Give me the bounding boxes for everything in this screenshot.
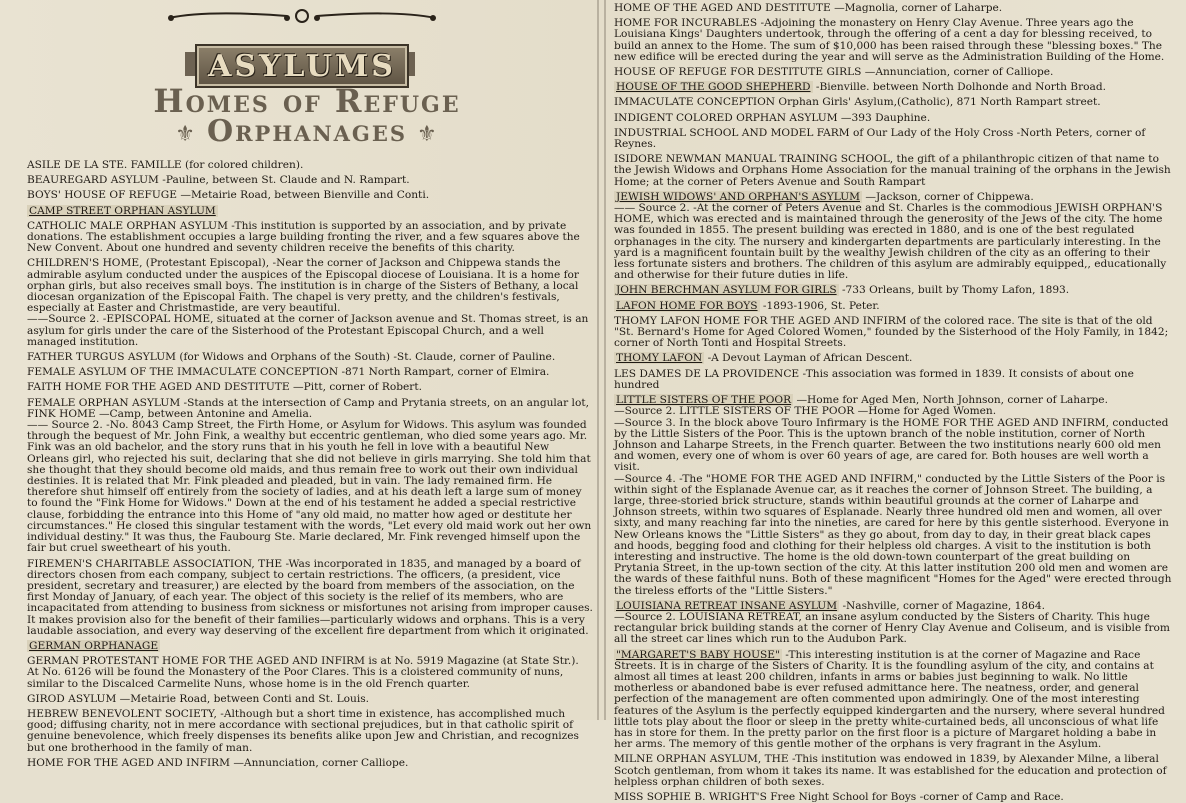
entry-heading-link[interactable]: HOUSE OF THE GOOD SHEPHERD bbox=[616, 81, 811, 94]
entry-heading-link[interactable]: LOUISIANA RETREAT INSANE ASYLUM bbox=[616, 599, 838, 612]
subtitle-homes-of-refuge: Homes of Refuge bbox=[153, 82, 461, 120]
entry-paragraph: CATHOLIC MALE ORPHAN ASYLUM -This institution is supported by an association, and by private donations. The establishment occupies a large building fronting the river, and a few squares above the New Convent. About one hundred and seventy children receive the benefits of this charity. bbox=[27, 219, 580, 255]
entry-heading-link[interactable]: GERMAN ORPHANAGE bbox=[29, 639, 159, 652]
right-entries bbox=[614, 0, 1172, 803]
column-divider bbox=[604, 0, 606, 720]
entry-heading-link[interactable]: LITTLE SISTERS OF THE POOR bbox=[616, 394, 792, 407]
entry-paragraph: BOYS' HOUSE OF REFUGE —Metairie Road, between Bienville and Conti. bbox=[27, 189, 430, 202]
left-column bbox=[27, 0, 593, 769]
entry-paragraph: FIREMEN'S CHARITABLE ASSOCIATION, THE -Was incorporated in 1835, and managed by a board of directors chosen from each company, subject to certain restrictions. The officers, (a president, vice president, secretary and treasurer,) are elected by the board from members of the association, on the first Monday of January, of each year. The object of this society is the relief of its members, who are incapacitated from attending to business from sickness or misfortunes not arising from improper causes. It makes provision also for the benefit of their families—particularly widows and orphans. This is a very laudable association, and every way deserving of the excellent fire department from which it originated. bbox=[27, 557, 593, 637]
entry-heading-link[interactable]: "MARGARET'S BABY HOUSE" bbox=[616, 648, 780, 661]
entry-paragraph: HOUSE OF REFUGE FOR DESTITUTE GIRLS —Annunciation, corner of Calliope. bbox=[614, 66, 1054, 79]
entry-heading-link[interactable]: JEWISH WIDOWS' AND ORPHAN'S ASYLUM bbox=[616, 190, 860, 203]
entry-heading-link[interactable]: THOMY LAFON bbox=[616, 352, 703, 365]
title-word: ASYLUMS bbox=[208, 48, 396, 84]
entry-paragraph: HOME OF THE AGED AND DESTITUTE —Magnolia, corner of Laharpe. bbox=[614, 2, 1003, 14]
entry-paragraph: ASILE DE LA STE. FAMILLE (for colored children). bbox=[27, 159, 304, 171]
subtitle-orphanages: Orphanages bbox=[206, 114, 408, 149]
entry-paragraph: HEBREW BENEVOLENT SOCIETY, -Although but a short time in existence, has accomplished much good; diffusing charity, not in mere accordance with sectional prejudices, but in that catholic spirit of genuine benevolence, which freely dispenses its benefits alike upon Jew and Christian, and recognizes but one brotherhood in the family of man. bbox=[27, 707, 579, 754]
subtitle-orphanages-row bbox=[27, 114, 587, 149]
entry-paragraph: GERMAN PROTESTANT HOME FOR THE AGED AND INFIRM is at No. 5919 Magazine (at State Str.). At No. 6126 will be found the Monastery of the Poor Clares. This is a cloistered community of nuns, similar to the Discalced Carmelite Nuns, whose home is in the old French quarter. bbox=[27, 655, 579, 690]
entry-paragraph: LOUISIANA RETREAT INSANE ASYLUM -Nashville, corner of Magazine, 1864. —Source 2. LOUISIANA RETREAT, an insane asylum conducted by the Sisters of Charity. This huge rectangular brick building stands at the corner of Henry Clay Avenue and Coliseum, and is visible from all the street car lines which run to the Audubon Park. bbox=[614, 599, 1170, 646]
column-divider bbox=[597, 0, 599, 720]
entry-heading-link[interactable]: CAMP STREET ORPHAN ASYLUM bbox=[29, 204, 216, 217]
entry-paragraph: FEMALE ORPHAN ASYLUM -Stands at the intersection of Camp and Prytania streets, on an angular lot, FINK HOME —Camp, between Antonine and Amelia. —— Source 2. -No. 8043 Camp Street, the Firth Home, or Asylum for Widows. This asylum was founded through the bequest of Mr. John Fink, a wealthy but eccentric gentleman, who died some years ago. Mr. Fink was an old bachelor, and the story runs that in his youth he fell in love with a beautiful New Orleans girl, who rejected his suit, declaring that she did not believe in girls marrying. She told him that she thought that they should become old maids, and thus remain free to work out their own individual destinies. It is related that Mr. Fink pleaded and pleaded, but in vain. The lady remained firm. He therefore shut himself off entirely from the society of ladies, and at his death left a large sum of money to found the "Fink Home for Widows." Down at the end of his testament he added a special restrictive clause, forbidding the entrance into this Home of "any old maid, no matter how aged or destitute her circumstances." He closed this singular testament with the words, "Let every old maid work out her own individual destiny." It was thus, the Faubourg Ste. Marie declared, Mr. Fink revenged himself upon the fair but cruel sweetheart of his youth. bbox=[27, 396, 592, 555]
page-header bbox=[27, 0, 593, 160]
entry-paragraph: JEWISH WIDOWS' AND ORPHAN'S ASYLUM —Jackson, corner of Chippewa. —— Source 2. -At the corner of Peters Avenue and St. Charles is the commodious JEWISH ORPHAN'S HOME, which was erected and is maintained through the generosity of the Jews of the city. The home was founded in 1855. The present building was erected in 1880, and is one of the best regulated orphanages in the city. The nursery and kindergarten departments are particularly interesting. In the yard is a magnificent fountain built by the wealthy Jewish children of the city as an offering to their less fortunate sisters and brothers. The children of this asylum are admirably equipped,, educationally and otherwise for their future duties in life. bbox=[614, 190, 1167, 282]
entry-paragraph: ISIDORE NEWMAN MANUAL TRAINING SCHOOL, the gift of a philanthropic citizen of that name to the Jewish Widows and Orphans Home Association for the manual training of the orphans in the Jewish Home; at the corner of Peters Avenue and South Rampart bbox=[614, 153, 1171, 188]
fleur-de-lis-icon: ⚜ bbox=[175, 122, 197, 147]
fleur-de-lis-icon: ⚜ bbox=[417, 122, 439, 147]
entry-paragraph: MILNE ORPHAN ASYLUM, THE -This institution was endowed in 1839, by Alexander Milne, a liberal Scotch gentleman, from whom it takes its name. It was established for the education and protection of helpless orphan children of both sexes. bbox=[614, 753, 1167, 788]
entry-paragraph: LES DAMES DE LA PROVIDENCE -This association was formed in 1839. It consists of about one hundred bbox=[614, 367, 1134, 391]
entry-paragraph: "MARGARET'S BABY HOUSE" -This interesting institution is at the corner of Magazine and Race Streets. It is in charge of the Sisters of Charity. It is the foundling asylum of the city, and contains at almost all times at least 200 children, infants in arms or babies just beginning to walk. No little motherless or abandoned babe is ever refused admittance here. The neatness, order, and general perfection of the management are often commented upon admiringly. One of the most interesting features of the Asylum is the perfectly equipped kindergarten and the nursery, where several hundred little tots play about the floor or sleep in the pretty white-curtained beds, all unconscious of what life has in store for them. In the pretty parlor on the first floor is a picture of Margaret holding a babe in her arms. The memory of this gentle mother of the orphans is very fragrant in the Asylum. bbox=[614, 648, 1165, 751]
entry-heading-link[interactable]: LAFON HOME FOR BOYS bbox=[616, 299, 758, 312]
entry-paragraph: GIROD ASYLUM —Metairie Road, between Conti and St. Louis. bbox=[27, 692, 370, 705]
entry-paragraph: BEAUREGARD ASYLUM -Pauline, between St. Claude and N. Rampart. bbox=[27, 174, 410, 187]
entry-paragraph: MISS SOPHIE B. WRIGHT'S Free Night School for Boys -corner of Camp and Race. bbox=[614, 791, 1064, 803]
entry-paragraph: LITTLE SISTERS OF THE POOR —Home for Aged Men, North Johnson, corner of Laharpe. —Source 2. LITTLE SISTERS OF THE POOR —Home for Aged Women. —Source 3. In the block above Touro Infirmary is the HOME FOR THE AGED AND INFIRM, conducted by the Little Sisters of the Poor. This is the uptown branch of the noble institution, corner of North Johnson and Laharpe Streets, in the French quarter. Between the two institutions nearly 600 old men and women, every one of whom is over 60 years of age, are cared for. Both houses are well worth a visit. —Source 4. -The "HOME FOR THE AGED AND INFIRM," conducted by the Little Sisters of the Poor is within sight of the Esplanade Avenue car, as it reaches the corner of Johnson Street. The building, a large, three-storied brick structure, stands within beautiful grounds at the corner of Laharpe and Johnson streets, within two squares of Esplanade. Nearly three hundred old men and women, all over sixty, and many reaching far into the nineties, are cared for here by this gentle sisterhood. Everyone in New Orleans knows the "Little Sisters" as they go about, from day to day, in their great black capes and hoods, begging food and clothing for their helpless old charges. A visit to the institution is both interesting and instructive. The home is the old down-town counterpart of the great building on Prytania Street, in the up-town section of the city. At this latter institution 200 old men and women are the wards of these faithful nuns. Both of these magnificent "Homes for the Aged" were erected through the tireless efforts of the "Little Sisters." bbox=[614, 394, 1172, 597]
entry-paragraph: INDIGENT COLORED ORPHAN ASYLUM —393 Dauphine. bbox=[614, 111, 931, 124]
ornament-icon bbox=[167, 6, 437, 26]
entry-paragraph: FATHER TURGUS ASYLUM (for Widows and Orphans of the South) -St. Claude, corner of Pauline. bbox=[27, 351, 556, 364]
entry-paragraph: HOUSE OF THE GOOD SHEPHERD -Bienville. between North Dolhonde and North Broad. bbox=[616, 81, 1106, 94]
entry-paragraph: CHILDREN'S HOME, (Protestant Episcopal), -Near the corner of Jackson and Chippewa stands the admirable asylum conducted under the auspices of the Episcopal diocese of Louisiana. It is a home for orphan girls, but also receives small boys. The institution is in charge of the Sisters of Bethany, a local diocesan organization of the Episcopal Faith. The chapel is very pretty, and the children's festivals, especially at Easter and Christmastide, are very beautiful. ——Source 2. -EPISCOPAL HOME, situated at the corner of Jackson avenue and St. Thomas street, is an asylum for girls under the care of the Sisterhood of the Protestant Episcopal Church, and a well managed institution. bbox=[27, 257, 589, 348]
entry-paragraph: FAITH HOME FOR THE AGED AND DESTITUTE —Pitt, corner of Robert. bbox=[27, 381, 422, 394]
left-entries bbox=[27, 160, 593, 769]
entry-paragraph: HOME FOR INCURABLES -Adjoining the monastery on Henry Clay Avenue. Three years ago the Louisiana Kings' Daughters undertook, through the offering of a cent a day for blessing received, to build an annex to the Home. The sum of $10,000 has been raised through these "blessing boxes." The new edifice will be erected during the year and will serve as the Administration Building of the Home. bbox=[614, 17, 1165, 63]
entry-paragraph: THOMY LAFON -A Devout Layman of African Descent. bbox=[616, 352, 913, 365]
entry-paragraph: FEMALE ASYLUM OF THE IMMACULATE CONCEPTION -871 North Rampart, corner of Elmira. bbox=[27, 366, 550, 379]
right-column bbox=[614, 0, 1172, 803]
entry-paragraph: HOME FOR THE AGED AND INFIRM —Annunciation, corner Calliope. bbox=[27, 756, 409, 769]
entry-paragraph: JOHN BERCHMAN ASYLUM FOR GIRLS -733 Orleans, built by Thomy Lafon, 1893. bbox=[616, 284, 1070, 297]
entry-paragraph: INDUSTRIAL SCHOOL AND MODEL FARM of Our Lady of the Holy Cross -North Peters, corner of Reynes. bbox=[614, 126, 1146, 151]
entry-heading-link[interactable]: JOHN BERCHMAN ASYLUM FOR GIRLS bbox=[616, 284, 837, 297]
entry-paragraph bbox=[27, 641, 593, 652]
entry-paragraph: IMMACULATE CONCEPTION Orphan Girls' Asylum,(Catholic), 871 North Rampart street. bbox=[614, 96, 1101, 109]
entry-paragraph bbox=[27, 206, 593, 217]
entry-paragraph: THOMY LAFON HOME FOR THE AGED AND INFIRM of the colored race. The site is that of the old "St. Bernard's Home for Aged Colored Women," founded by the Sisterhood of the Holy Family, in 1842; corner of North Tonti and Hospital Streets. bbox=[614, 314, 1169, 350]
entry-paragraph: LAFON HOME FOR BOYS -1893-1906, St. Peter. bbox=[616, 299, 880, 312]
